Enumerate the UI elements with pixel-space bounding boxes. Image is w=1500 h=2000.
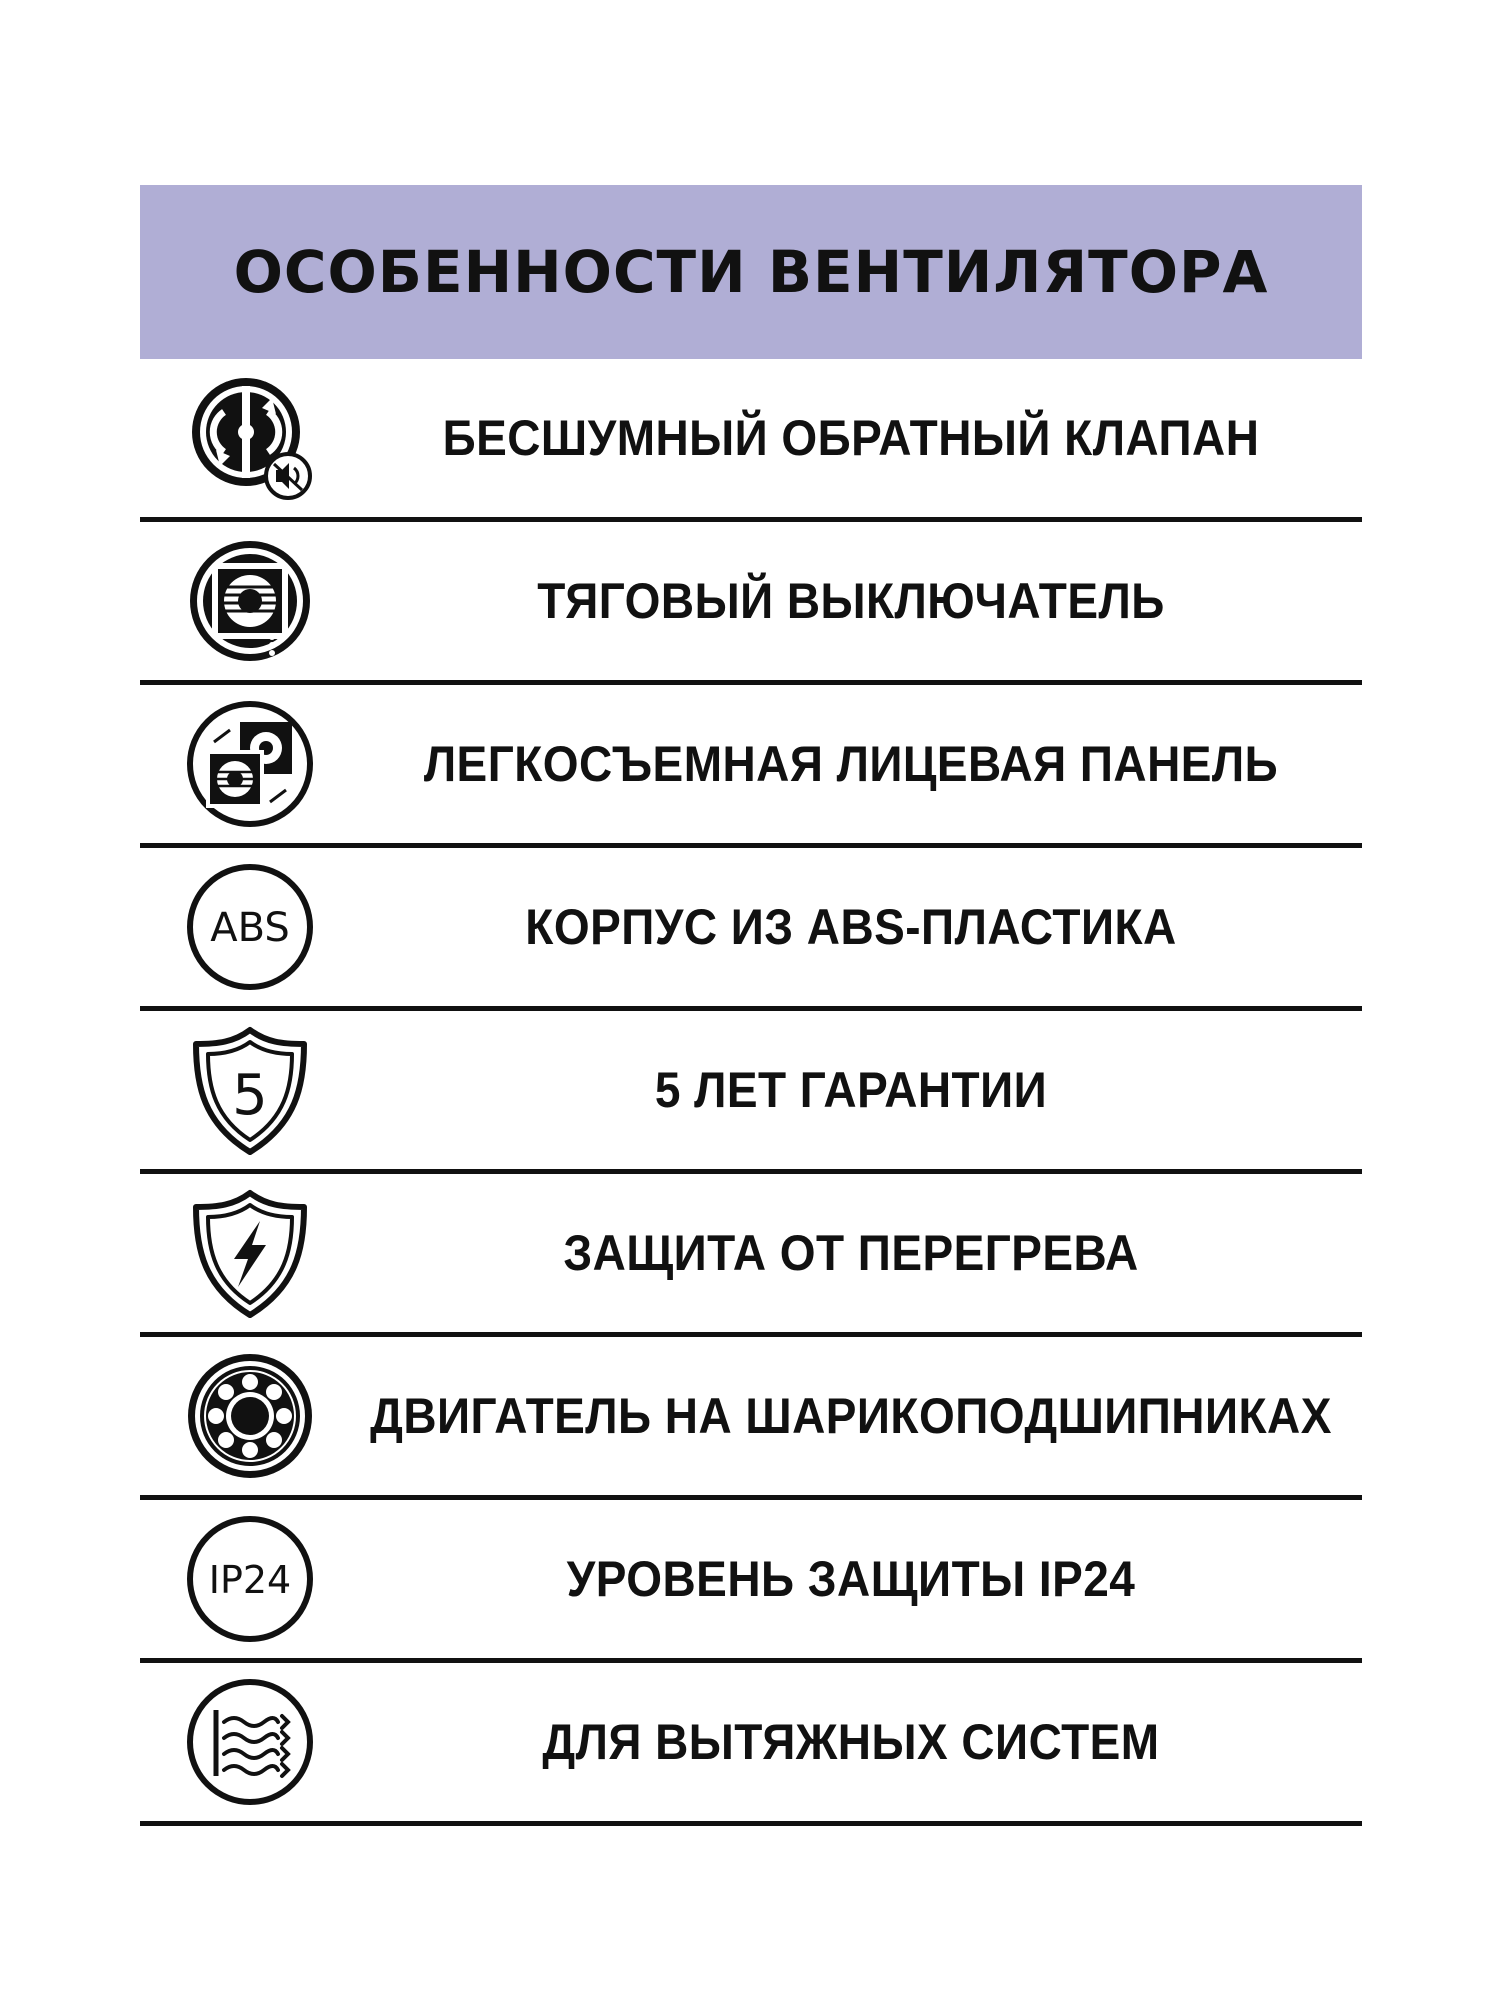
- feature-row: [140, 1174, 1362, 1337]
- pull-cord-switch-icon: [184, 535, 316, 667]
- header-banner: [140, 185, 1362, 359]
- warranty-icon-text: 5: [232, 1063, 268, 1128]
- abs-icon-text: ABS: [210, 905, 290, 951]
- silent-check-valve-icon: [184, 372, 316, 504]
- feature-label: УРОВЕНЬ ЗАЩИТЫ IP24: [566, 1551, 1136, 1607]
- page-title: ОСОБЕННОСТИ ВЕНТИЛЯТОРА: [233, 238, 1269, 306]
- feature-row: [140, 359, 1362, 522]
- feature-label: ТЯГОВЫЙ ВЫКЛЮЧАТЕЛЬ: [537, 573, 1165, 629]
- feature-row: [140, 685, 1362, 848]
- ball-bearing-icon: [184, 1350, 316, 1482]
- feature-label: ДВИГАТЕЛЬ НА ШАРИКОПОДШИПНИКАХ: [370, 1388, 1332, 1444]
- feature-label: БЕСШУМНЫЙ ОБРАТНЫЙ КЛАПАН: [442, 410, 1260, 466]
- feature-row: [140, 1500, 1362, 1663]
- feature-row: [140, 1011, 1362, 1174]
- abs-icon: [184, 861, 316, 993]
- warranty-shield-icon: [184, 1024, 316, 1156]
- feature-row: [140, 522, 1362, 685]
- exhaust-airflow-icon: [184, 1676, 316, 1808]
- feature-label: ДЛЯ ВЫТЯЖНЫХ СИСТЕМ: [542, 1714, 1160, 1770]
- ip24-icon-text: IP24: [208, 1558, 292, 1602]
- ip24-icon: [184, 1513, 316, 1645]
- removable-front-panel-icon: [184, 698, 316, 830]
- feature-row: [140, 1663, 1362, 1826]
- feature-list: [140, 359, 1362, 1826]
- feature-label: ЛЕГКОСЪЕМНАЯ ЛИЦЕВАЯ ПАНЕЛЬ: [423, 736, 1279, 792]
- feature-row: [140, 1337, 1362, 1500]
- feature-label: ЗАЩИТА ОТ ПЕРЕГРЕВА: [563, 1225, 1139, 1281]
- feature-row: [140, 848, 1362, 1011]
- feature-label: 5 ЛЕТ ГАРАНТИИ: [654, 1062, 1048, 1118]
- overheat-protection-shield-icon: [184, 1187, 316, 1319]
- feature-label: КОРПУС ИЗ ABS-ПЛАСТИКА: [525, 899, 1177, 955]
